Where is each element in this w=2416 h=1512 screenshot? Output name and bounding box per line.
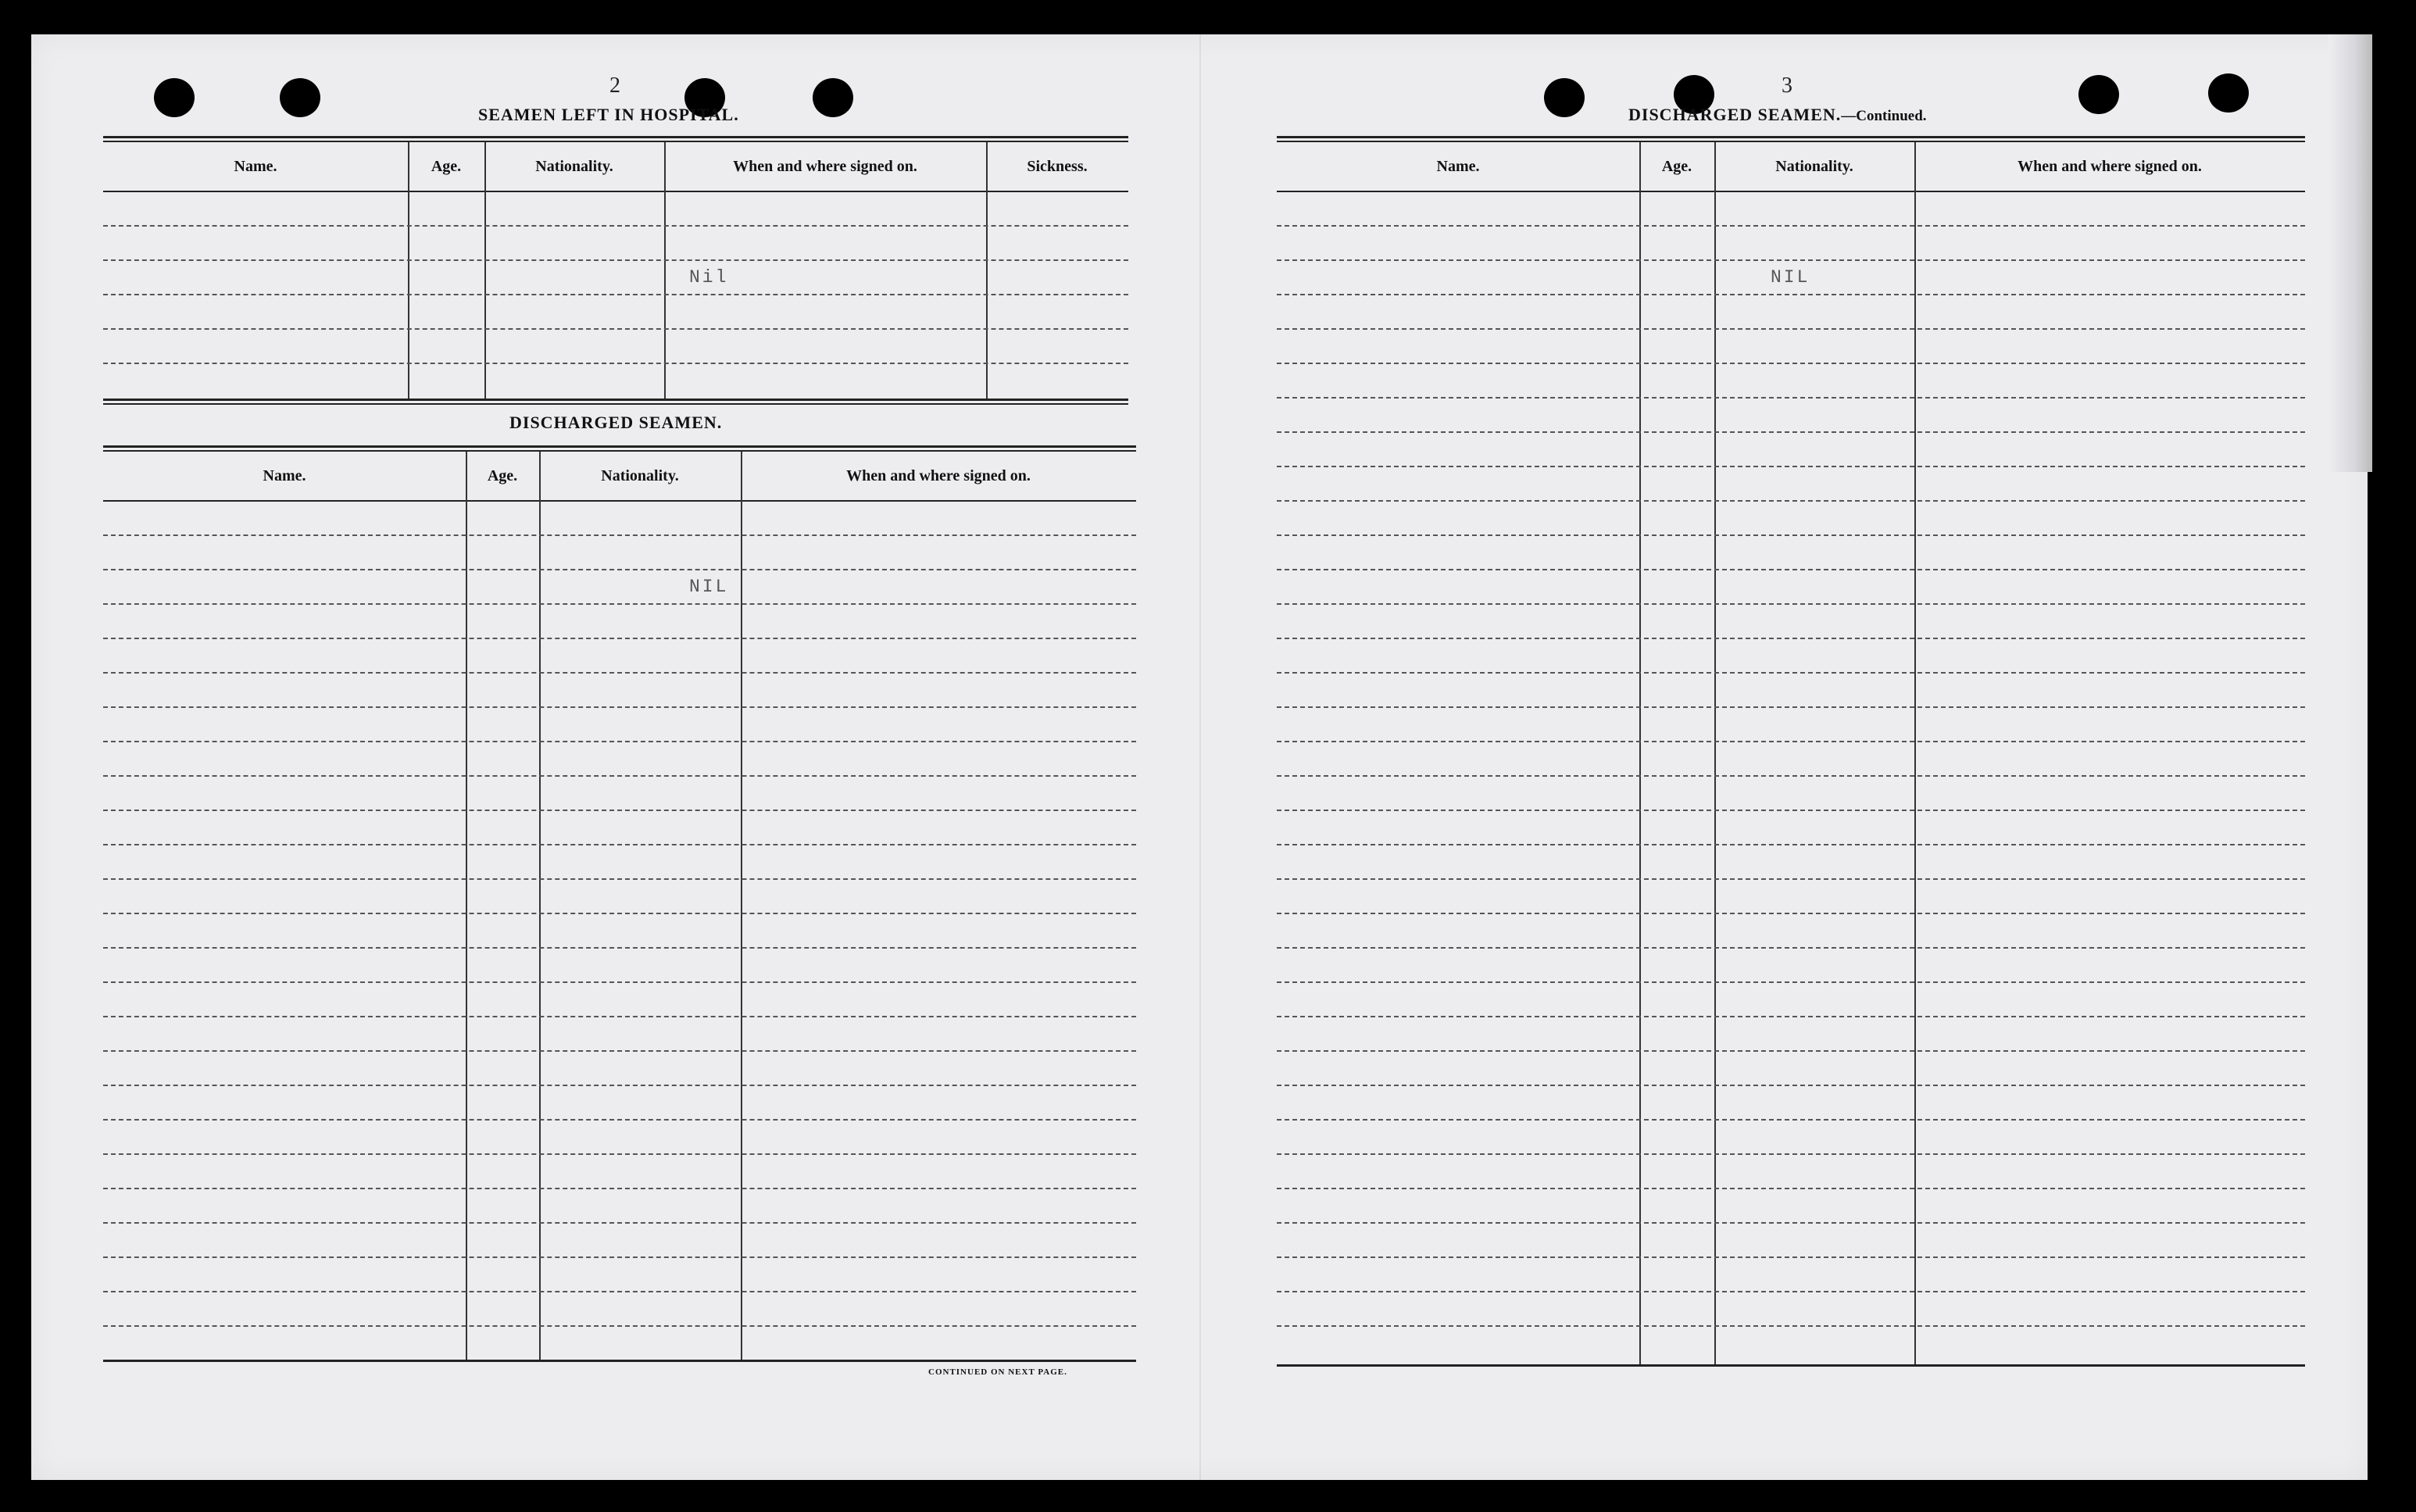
table-row xyxy=(1277,947,2305,949)
table-row xyxy=(1277,810,2305,811)
column-header-signed-on: When and where signed on. xyxy=(2018,157,2202,175)
continued-note: CONTINUED ON NEXT PAGE. xyxy=(928,1367,1067,1377)
table-row xyxy=(103,569,1136,570)
table-row xyxy=(1277,294,2305,295)
discharged-continued-title xyxy=(1628,105,1927,125)
discharged-table-left xyxy=(103,445,1136,1407)
table-row xyxy=(103,947,1136,949)
table-bottom-rule xyxy=(103,399,1128,405)
table-row xyxy=(103,603,1136,605)
column-header-sickness: Sickness. xyxy=(1027,157,1088,175)
column-header-age: Age. xyxy=(431,157,462,175)
page-number-right: 3 xyxy=(1782,73,1792,98)
table-row xyxy=(103,1291,1136,1292)
table-row xyxy=(103,225,1128,227)
table-row xyxy=(103,775,1136,777)
table-row xyxy=(103,363,1128,364)
punch-hole xyxy=(154,78,195,117)
table-row xyxy=(1277,1325,2305,1327)
column-header-signed-on: When and where signed on. xyxy=(733,157,917,175)
table-row xyxy=(103,1016,1136,1017)
column-header-name: Name. xyxy=(263,466,306,484)
table-row xyxy=(1277,981,2305,983)
table-row xyxy=(103,1153,1136,1155)
column-header-name: Name. xyxy=(234,157,277,175)
table-row xyxy=(1277,1222,2305,1224)
table-row xyxy=(103,638,1136,639)
table-row xyxy=(103,259,1128,261)
table-row xyxy=(103,1188,1136,1189)
punch-hole xyxy=(280,78,320,117)
column-header-signed-on: When and where signed on. xyxy=(846,466,1031,484)
table-row xyxy=(103,810,1136,811)
table-row xyxy=(1277,913,2305,914)
punch-hole xyxy=(2078,75,2119,114)
table-row xyxy=(1277,500,2305,502)
title-main: DISCHARGED SEAMEN. xyxy=(1628,105,1842,124)
table-bottom-rule xyxy=(103,1360,1136,1362)
table-row xyxy=(103,741,1136,742)
punch-hole xyxy=(1544,78,1585,117)
table-row xyxy=(1277,706,2305,708)
table-row xyxy=(1277,741,2305,742)
table-row xyxy=(1277,1291,2305,1292)
punch-hole xyxy=(813,78,853,117)
table-row xyxy=(103,1050,1136,1052)
discharged-entry-nil: NIL xyxy=(689,577,729,597)
table-row xyxy=(103,672,1136,674)
table-row xyxy=(103,1119,1136,1121)
table-row xyxy=(103,1256,1136,1258)
column-header-age: Age. xyxy=(1661,157,1692,175)
header-rule xyxy=(103,500,1136,502)
column-header-name: Name. xyxy=(1436,157,1480,175)
table-row xyxy=(1277,1085,2305,1086)
table-row xyxy=(1277,672,2305,674)
table-row xyxy=(1277,1119,2305,1121)
table-row xyxy=(1277,328,2305,330)
table-row xyxy=(1277,603,2305,605)
page-edge xyxy=(2328,34,2372,472)
table-row xyxy=(1277,1188,2305,1189)
table-row xyxy=(103,328,1128,330)
table-row xyxy=(1277,1256,2305,1258)
column-header-nationality: Nationality. xyxy=(535,157,613,175)
table-row xyxy=(1277,1016,2305,1017)
document-sheet xyxy=(31,34,2368,1480)
table-row xyxy=(103,844,1136,845)
table-row xyxy=(1277,363,2305,364)
table-row xyxy=(1277,466,2305,467)
table-row xyxy=(1277,569,2305,570)
table-row xyxy=(1277,638,2305,639)
table-row xyxy=(1277,775,2305,777)
table-row xyxy=(103,534,1136,536)
table-row xyxy=(1277,225,2305,227)
title-suffix: —Continued. xyxy=(1841,108,1927,124)
table-row xyxy=(1277,878,2305,880)
table-row xyxy=(103,1222,1136,1224)
table-row xyxy=(1277,844,2305,845)
table-row xyxy=(103,1325,1136,1327)
discharged-table-right xyxy=(1277,136,2305,1410)
table-row xyxy=(103,913,1136,914)
table-top-rule xyxy=(103,445,1136,452)
header-rule xyxy=(103,191,1128,192)
page-number-left: 2 xyxy=(609,73,620,98)
table-row xyxy=(103,878,1136,880)
hospital-table xyxy=(103,136,1128,433)
hospital-entry-nil: Nil xyxy=(689,267,729,288)
table-row xyxy=(1277,397,2305,399)
table-row xyxy=(1277,1050,2305,1052)
column-header-age: Age. xyxy=(487,466,518,484)
table-bottom-rule xyxy=(1277,1364,2305,1367)
table-row xyxy=(103,981,1136,983)
table-row xyxy=(1277,431,2305,433)
table-row xyxy=(1277,534,2305,536)
discharged-continued-entry-nil: NIL xyxy=(1771,267,1810,288)
table-top-rule xyxy=(1277,136,2305,142)
column-header-nationality: Nationality. xyxy=(601,466,679,484)
table-row xyxy=(103,706,1136,708)
table-row xyxy=(103,1085,1136,1086)
table-row xyxy=(1277,259,2305,261)
column-header-nationality: Nationality. xyxy=(1775,157,1853,175)
table-row xyxy=(103,294,1128,295)
punch-hole xyxy=(2208,73,2249,113)
discharged-section-title: DISCHARGED SEAMEN. xyxy=(509,413,723,432)
table-top-rule xyxy=(103,136,1128,142)
header-rule xyxy=(1277,191,2305,192)
table-row xyxy=(1277,1153,2305,1155)
page-spine xyxy=(1199,34,1201,1480)
hospital-section-title: SEAMEN LEFT IN HOSPITAL. xyxy=(478,105,739,124)
